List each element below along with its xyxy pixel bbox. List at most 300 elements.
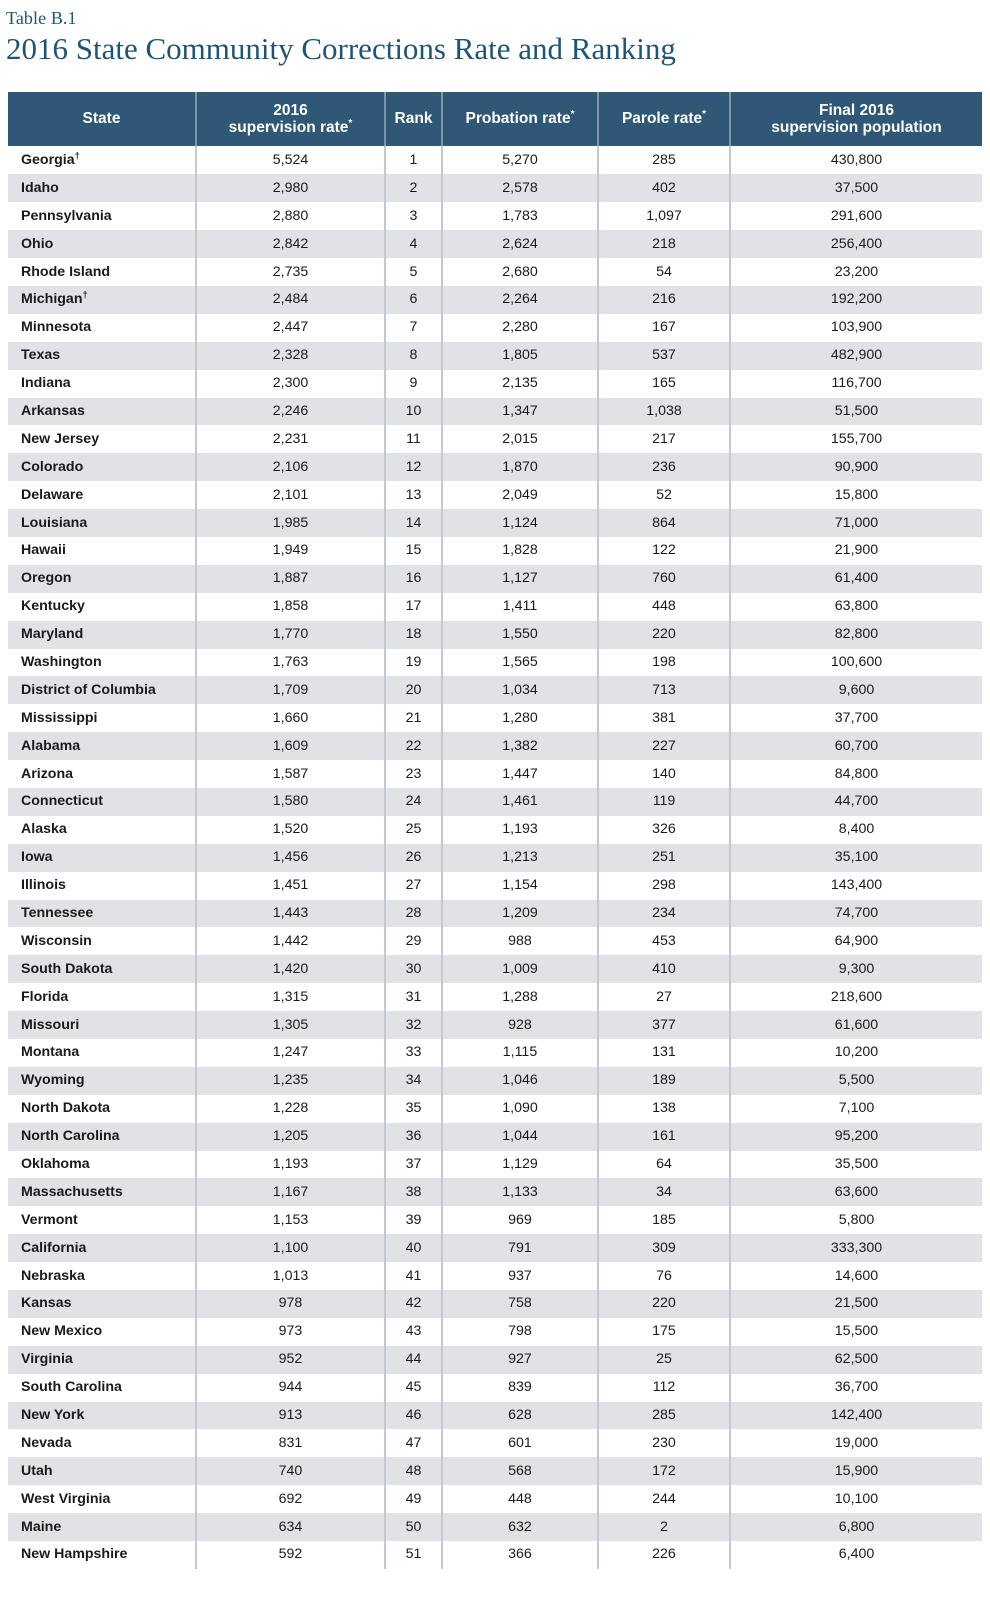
- cell-rank: 3: [385, 202, 442, 230]
- cell-supervision-population: 8,400: [730, 815, 982, 843]
- cell-supervision-population: 10,100: [730, 1485, 982, 1513]
- table-row: [8, 871, 982, 899]
- cell-supervision-population: 61,400: [730, 564, 982, 592]
- cell-rank: 35: [385, 1094, 442, 1122]
- cell-supervision-population: 5,800: [730, 1206, 982, 1234]
- cell-probation-rate: 1,154: [442, 871, 598, 899]
- cell-supervision-population: 84,800: [730, 760, 982, 788]
- cell-state: Indiana: [8, 369, 196, 397]
- column-header-supervision-population-line1: Final 2016: [819, 101, 894, 119]
- cell-probation-rate: 937: [442, 1262, 598, 1290]
- column-header-parole-rate-label: Parole rate: [621, 110, 703, 128]
- cell-supervision-population: 95,200: [730, 1122, 982, 1150]
- cell-rank: 34: [385, 1066, 442, 1094]
- table-row: [8, 230, 982, 258]
- table-row: [8, 983, 982, 1011]
- cell-probation-rate: 988: [442, 927, 598, 955]
- table-row: [8, 1541, 982, 1569]
- cell-rank: 9: [385, 369, 442, 397]
- community-corrections-table: [8, 92, 982, 1569]
- cell-parole-rate: 64: [598, 1150, 730, 1178]
- column-header-supervision-rate-line2: supervision rate: [228, 119, 349, 136]
- cell-rank: 20: [385, 676, 442, 704]
- cell-parole-rate: 76: [598, 1262, 730, 1290]
- cell-parole-rate: 25: [598, 1345, 730, 1373]
- cell-supervision-rate: 913: [196, 1401, 385, 1429]
- cell-state: South Dakota: [8, 955, 196, 983]
- cell-supervision-rate: 944: [196, 1373, 385, 1401]
- cell-probation-rate: 2,264: [442, 285, 598, 313]
- cell-parole-rate: 402: [598, 174, 730, 202]
- table-container: [8, 92, 982, 1569]
- cell-probation-rate: 791: [442, 1234, 598, 1262]
- cell-rank: 29: [385, 927, 442, 955]
- cell-probation-rate: 1,213: [442, 843, 598, 871]
- cell-rank: 14: [385, 509, 442, 537]
- cell-parole-rate: 198: [598, 648, 730, 676]
- cell-rank: 47: [385, 1429, 442, 1457]
- table-row: [8, 397, 982, 425]
- cell-probation-rate: 2,135: [442, 369, 598, 397]
- cell-supervision-population: 44,700: [730, 787, 982, 815]
- table-row: [8, 1345, 982, 1373]
- table-label: Table B.1: [6, 8, 77, 28]
- cell-supervision-population: 35,500: [730, 1150, 982, 1178]
- cell-rank: 43: [385, 1317, 442, 1345]
- cell-rank: 4: [385, 230, 442, 258]
- table-row: [8, 927, 982, 955]
- cell-rank: 11: [385, 425, 442, 453]
- cell-state: [8, 285, 196, 313]
- cell-state: New Jersey: [8, 425, 196, 453]
- footnote-marker-dagger: †: [74, 149, 80, 161]
- cell-supervision-population: 63,800: [730, 592, 982, 620]
- cell-state: Idaho: [8, 174, 196, 202]
- column-header-state-label: State: [82, 110, 121, 128]
- table-row: [8, 453, 982, 481]
- cell-supervision-rate: 1,228: [196, 1094, 385, 1122]
- cell-supervision-rate: 1,100: [196, 1234, 385, 1262]
- column-header-supervision-rate-line1: 2016: [273, 101, 308, 119]
- table-row: [8, 341, 982, 369]
- cell-state: North Dakota: [8, 1094, 196, 1122]
- cell-state: Florida: [8, 983, 196, 1011]
- cell-parole-rate: 185: [598, 1206, 730, 1234]
- cell-probation-rate: 1,411: [442, 592, 598, 620]
- cell-parole-rate: 27: [598, 983, 730, 1011]
- column-header-probation-rate[interactable]: [442, 92, 598, 146]
- cell-rank: 27: [385, 871, 442, 899]
- cell-probation-rate: 1,447: [442, 760, 598, 788]
- cell-rank: 44: [385, 1345, 442, 1373]
- cell-supervision-rate: 1,420: [196, 955, 385, 983]
- cell-probation-rate: 1,133: [442, 1178, 598, 1206]
- cell-rank: 15: [385, 536, 442, 564]
- cell-probation-rate: 1,461: [442, 787, 598, 815]
- cell-rank: 50: [385, 1513, 442, 1541]
- cell-supervision-population: 430,800: [730, 146, 982, 174]
- cell-rank: 49: [385, 1485, 442, 1513]
- cell-rank: 33: [385, 1039, 442, 1067]
- cell-probation-rate: 1,046: [442, 1066, 598, 1094]
- cell-probation-rate: 798: [442, 1317, 598, 1345]
- cell-parole-rate: 864: [598, 509, 730, 537]
- cell-rank: 2: [385, 174, 442, 202]
- cell-probation-rate: 928: [442, 1011, 598, 1039]
- cell-supervision-population: 51,500: [730, 397, 982, 425]
- cell-supervision-rate: 2,328: [196, 341, 385, 369]
- cell-supervision-population: 60,700: [730, 732, 982, 760]
- cell-probation-rate: 2,049: [442, 481, 598, 509]
- cell-parole-rate: 453: [598, 927, 730, 955]
- cell-supervision-rate: 831: [196, 1429, 385, 1457]
- cell-state: Pennsylvania: [8, 202, 196, 230]
- cell-probation-rate: 1,034: [442, 676, 598, 704]
- cell-supervision-population: 19,000: [730, 1429, 982, 1457]
- cell-rank: 32: [385, 1011, 442, 1039]
- cell-supervision-population: 90,900: [730, 453, 982, 481]
- column-header-rank-label: Rank: [394, 110, 433, 128]
- column-header-parole-rate[interactable]: [598, 92, 730, 146]
- cell-supervision-population: 21,500: [730, 1290, 982, 1318]
- cell-state: Wyoming: [8, 1066, 196, 1094]
- cell-parole-rate: 175: [598, 1317, 730, 1345]
- cell-supervision-population: 9,300: [730, 955, 982, 983]
- column-header-supervision-population-line2: supervision population: [771, 119, 942, 136]
- cell-supervision-rate: 1,456: [196, 843, 385, 871]
- cell-supervision-population: 62,500: [730, 1345, 982, 1373]
- table-row: [8, 1039, 982, 1067]
- cell-supervision-rate: 1,167: [196, 1178, 385, 1206]
- cell-supervision-population: 14,600: [730, 1262, 982, 1290]
- cell-supervision-rate: 1,193: [196, 1150, 385, 1178]
- table-row: [8, 258, 982, 286]
- cell-parole-rate: 131: [598, 1039, 730, 1067]
- cell-state: Washington: [8, 648, 196, 676]
- table-row: [8, 1429, 982, 1457]
- cell-state: Arkansas: [8, 397, 196, 425]
- cell-rank: 7: [385, 313, 442, 341]
- cell-supervision-rate: 1,580: [196, 787, 385, 815]
- cell-supervision-rate: 2,106: [196, 453, 385, 481]
- cell-supervision-rate: 2,484: [196, 285, 385, 313]
- cell-probation-rate: 2,015: [442, 425, 598, 453]
- table-row: [8, 1262, 982, 1290]
- cell-probation-rate: 1,044: [442, 1122, 598, 1150]
- cell-state: Alaska: [8, 815, 196, 843]
- cell-supervision-population: 5,500: [730, 1066, 982, 1094]
- footnote-marker-asterisk: *: [702, 109, 707, 121]
- cell-parole-rate: 138: [598, 1094, 730, 1122]
- cell-state: Mississippi: [8, 704, 196, 732]
- table-row: [8, 704, 982, 732]
- cell-supervision-rate: 1,247: [196, 1039, 385, 1067]
- cell-supervision-rate: 978: [196, 1290, 385, 1318]
- cell-supervision-rate: 1,305: [196, 1011, 385, 1039]
- header-row: [8, 92, 982, 146]
- cell-parole-rate: 216: [598, 285, 730, 313]
- column-header-supervision-rate[interactable]: [196, 92, 385, 146]
- cell-probation-rate: 1,009: [442, 955, 598, 983]
- cell-state-label: Michigan: [21, 291, 83, 308]
- cell-parole-rate: 220: [598, 1290, 730, 1318]
- cell-rank: 26: [385, 843, 442, 871]
- cell-state: New Mexico: [8, 1317, 196, 1345]
- cell-parole-rate: 220: [598, 620, 730, 648]
- table-row: [8, 202, 982, 230]
- cell-rank: 1: [385, 146, 442, 174]
- cell-supervision-population: 63,600: [730, 1178, 982, 1206]
- cell-supervision-rate: 1,609: [196, 732, 385, 760]
- cell-state: Hawaii: [8, 536, 196, 564]
- cell-parole-rate: 54: [598, 258, 730, 286]
- cell-supervision-rate: 1,985: [196, 509, 385, 537]
- cell-rank: 19: [385, 648, 442, 676]
- cell-state: Arizona: [8, 760, 196, 788]
- cell-rank: 51: [385, 1541, 442, 1569]
- cell-supervision-population: 256,400: [730, 230, 982, 258]
- table-row: [8, 1206, 982, 1234]
- cell-supervision-population: 61,600: [730, 1011, 982, 1039]
- cell-rank: 38: [385, 1178, 442, 1206]
- cell-rank: 6: [385, 285, 442, 313]
- table-header: [8, 92, 982, 146]
- cell-probation-rate: 632: [442, 1513, 598, 1541]
- cell-rank: 5: [385, 258, 442, 286]
- cell-supervision-population: 7,100: [730, 1094, 982, 1122]
- cell-state: Colorado: [8, 453, 196, 481]
- cell-parole-rate: 298: [598, 871, 730, 899]
- table-row: [8, 787, 982, 815]
- footnote-marker-dagger: †: [82, 289, 88, 301]
- cell-parole-rate: 285: [598, 1401, 730, 1429]
- cell-state: Delaware: [8, 481, 196, 509]
- cell-parole-rate: 251: [598, 843, 730, 871]
- cell-rank: 10: [385, 397, 442, 425]
- footnote-marker-asterisk: *: [348, 117, 353, 129]
- cell-supervision-population: 142,400: [730, 1401, 982, 1429]
- cell-parole-rate: 410: [598, 955, 730, 983]
- cell-supervision-population: 64,900: [730, 927, 982, 955]
- cell-state-label: Georgia: [21, 151, 75, 168]
- cell-state: Montana: [8, 1039, 196, 1067]
- cell-supervision-rate: 634: [196, 1513, 385, 1541]
- cell-state: Wisconsin: [8, 927, 196, 955]
- cell-supervision-population: 15,900: [730, 1457, 982, 1485]
- cell-supervision-rate: 2,300: [196, 369, 385, 397]
- cell-state: Connecticut: [8, 787, 196, 815]
- cell-rank: 46: [385, 1401, 442, 1429]
- table-row: [8, 146, 982, 174]
- cell-parole-rate: 448: [598, 592, 730, 620]
- cell-parole-rate: 285: [598, 146, 730, 174]
- cell-supervision-rate: 1,442: [196, 927, 385, 955]
- table-row: [8, 1122, 982, 1150]
- cell-rank: 31: [385, 983, 442, 1011]
- cell-parole-rate: 236: [598, 453, 730, 481]
- table-row: [8, 509, 982, 537]
- cell-state: Texas: [8, 341, 196, 369]
- cell-probation-rate: 1,565: [442, 648, 598, 676]
- table-row: [8, 1290, 982, 1318]
- cell-supervision-rate: 1,013: [196, 1262, 385, 1290]
- cell-probation-rate: 1,828: [442, 536, 598, 564]
- table-row: [8, 1011, 982, 1039]
- cell-supervision-population: 37,500: [730, 174, 982, 202]
- cell-parole-rate: 1,097: [598, 202, 730, 230]
- table-row: [8, 536, 982, 564]
- cell-parole-rate: 1,038: [598, 397, 730, 425]
- cell-supervision-rate: 1,520: [196, 815, 385, 843]
- table-row: [8, 815, 982, 843]
- cell-rank: 23: [385, 760, 442, 788]
- table-row: [8, 425, 982, 453]
- column-header-state[interactable]: [8, 92, 196, 146]
- page-title: 2016 State Community Corrections Rate and Ranking: [6, 31, 676, 66]
- cell-state: Utah: [8, 1457, 196, 1485]
- cell-supervision-population: 71,000: [730, 509, 982, 537]
- cell-state: Massachusetts: [8, 1178, 196, 1206]
- cell-parole-rate: 122: [598, 536, 730, 564]
- cell-rank: 40: [385, 1234, 442, 1262]
- cell-supervision-population: 100,600: [730, 648, 982, 676]
- cell-supervision-population: 116,700: [730, 369, 982, 397]
- table-row: [8, 564, 982, 592]
- cell-supervision-rate: 2,231: [196, 425, 385, 453]
- cell-parole-rate: 217: [598, 425, 730, 453]
- cell-supervision-population: 333,300: [730, 1234, 982, 1262]
- cell-supervision-rate: 1,709: [196, 676, 385, 704]
- table-row: [8, 1234, 982, 1262]
- cell-probation-rate: 366: [442, 1541, 598, 1569]
- cell-supervision-rate: 1,587: [196, 760, 385, 788]
- table-row: [8, 732, 982, 760]
- cell-rank: 8: [385, 341, 442, 369]
- table-row: [8, 1485, 982, 1513]
- cell-parole-rate: 161: [598, 1122, 730, 1150]
- cell-supervision-population: 291,600: [730, 202, 982, 230]
- cell-rank: 13: [385, 481, 442, 509]
- cell-supervision-rate: 1,770: [196, 620, 385, 648]
- cell-probation-rate: 1,090: [442, 1094, 598, 1122]
- cell-parole-rate: 34: [598, 1178, 730, 1206]
- cell-state: Oklahoma: [8, 1150, 196, 1178]
- cell-rank: 30: [385, 955, 442, 983]
- cell-probation-rate: 2,680: [442, 258, 598, 286]
- cell-rank: 39: [385, 1206, 442, 1234]
- cell-supervision-rate: 952: [196, 1345, 385, 1373]
- cell-supervision-rate: 5,524: [196, 146, 385, 174]
- cell-supervision-population: 37,700: [730, 704, 982, 732]
- table-row: [8, 899, 982, 927]
- cell-supervision-rate: 592: [196, 1541, 385, 1569]
- cell-supervision-population: 36,700: [730, 1373, 982, 1401]
- cell-supervision-rate: 1,153: [196, 1206, 385, 1234]
- cell-parole-rate: 52: [598, 481, 730, 509]
- cell-supervision-rate: 692: [196, 1485, 385, 1513]
- cell-state: New York: [8, 1401, 196, 1429]
- cell-probation-rate: 1,129: [442, 1150, 598, 1178]
- column-header-supervision-population[interactable]: [730, 92, 982, 146]
- cell-parole-rate: 165: [598, 369, 730, 397]
- table-row: [8, 1513, 982, 1541]
- cell-state: Missouri: [8, 1011, 196, 1039]
- table-row: [8, 620, 982, 648]
- cell-supervision-rate: 2,101: [196, 481, 385, 509]
- cell-state: Rhode Island: [8, 258, 196, 286]
- cell-rank: 42: [385, 1290, 442, 1318]
- cell-supervision-population: 21,900: [730, 536, 982, 564]
- cell-probation-rate: 1,209: [442, 899, 598, 927]
- cell-parole-rate: 189: [598, 1066, 730, 1094]
- cell-supervision-rate: 2,447: [196, 313, 385, 341]
- cell-supervision-rate: 1,763: [196, 648, 385, 676]
- cell-supervision-population: 482,900: [730, 341, 982, 369]
- cell-probation-rate: 5,270: [442, 146, 598, 174]
- cell-probation-rate: 1,124: [442, 509, 598, 537]
- cell-probation-rate: 1,550: [442, 620, 598, 648]
- cell-parole-rate: 713: [598, 676, 730, 704]
- cell-probation-rate: 1,783: [442, 202, 598, 230]
- cell-rank: 24: [385, 787, 442, 815]
- cell-supervision-rate: 740: [196, 1457, 385, 1485]
- cell-parole-rate: 226: [598, 1541, 730, 1569]
- cell-state: South Carolina: [8, 1373, 196, 1401]
- cell-rank: 22: [385, 732, 442, 760]
- cell-supervision-rate: 1,887: [196, 564, 385, 592]
- cell-probation-rate: 1,870: [442, 453, 598, 481]
- cell-rank: 41: [385, 1262, 442, 1290]
- column-header-rank[interactable]: [385, 92, 442, 146]
- cell-probation-rate: 927: [442, 1345, 598, 1373]
- cell-state: Maryland: [8, 620, 196, 648]
- cell-parole-rate: 381: [598, 704, 730, 732]
- cell-supervision-population: 15,800: [730, 481, 982, 509]
- cell-parole-rate: 326: [598, 815, 730, 843]
- cell-supervision-population: 6,800: [730, 1513, 982, 1541]
- cell-rank: 16: [385, 564, 442, 592]
- cell-state: Illinois: [8, 871, 196, 899]
- cell-rank: 45: [385, 1373, 442, 1401]
- cell-parole-rate: 230: [598, 1429, 730, 1457]
- cell-parole-rate: 172: [598, 1457, 730, 1485]
- cell-probation-rate: 1,115: [442, 1039, 598, 1067]
- cell-state: Oregon: [8, 564, 196, 592]
- cell-supervision-rate: 1,660: [196, 704, 385, 732]
- cell-supervision-population: 6,400: [730, 1541, 982, 1569]
- cell-supervision-population: 15,500: [730, 1317, 982, 1345]
- cell-state: Ohio: [8, 230, 196, 258]
- cell-rank: 18: [385, 620, 442, 648]
- cell-supervision-population: 103,900: [730, 313, 982, 341]
- cell-state: Maine: [8, 1513, 196, 1541]
- table-row: [8, 174, 982, 202]
- cell-rank: 17: [385, 592, 442, 620]
- cell-probation-rate: 1,193: [442, 815, 598, 843]
- cell-state: Nevada: [8, 1429, 196, 1457]
- cell-parole-rate: 112: [598, 1373, 730, 1401]
- cell-supervision-rate: 2,246: [196, 397, 385, 425]
- cell-state: District of Columbia: [8, 676, 196, 704]
- cell-supervision-rate: 1,858: [196, 592, 385, 620]
- cell-parole-rate: 227: [598, 732, 730, 760]
- table-row: [8, 1401, 982, 1429]
- cell-parole-rate: 218: [598, 230, 730, 258]
- cell-parole-rate: 140: [598, 760, 730, 788]
- cell-probation-rate: 448: [442, 1485, 598, 1513]
- cell-supervision-population: 35,100: [730, 843, 982, 871]
- cell-parole-rate: 167: [598, 313, 730, 341]
